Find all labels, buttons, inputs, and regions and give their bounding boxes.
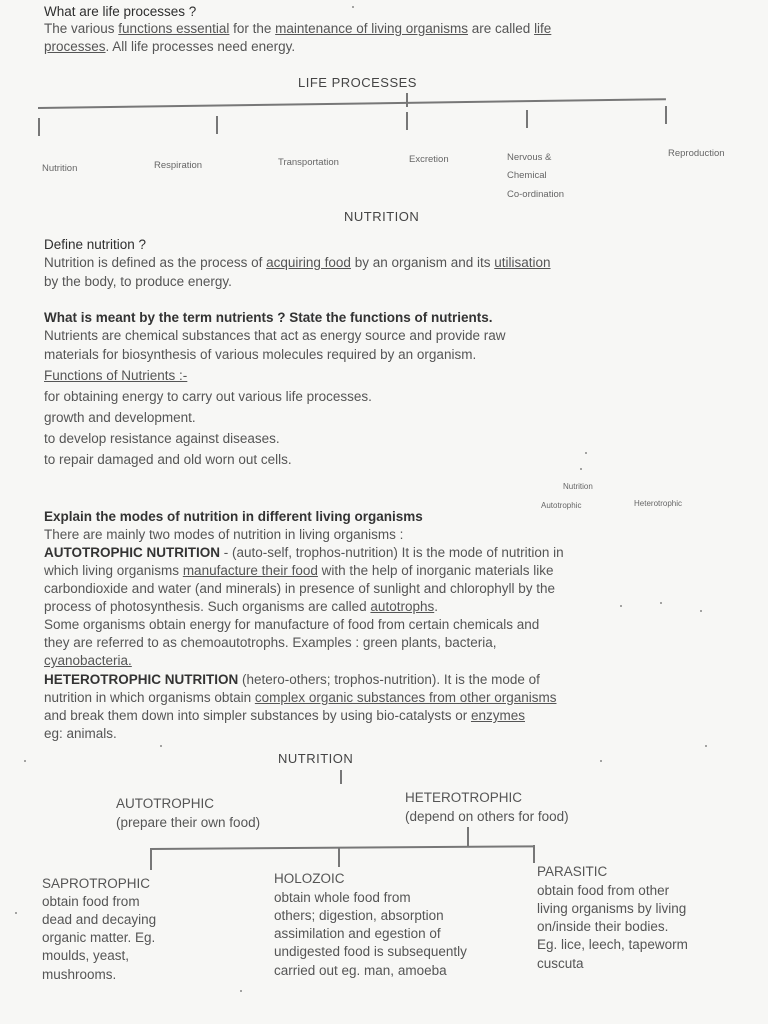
underlined-term: life <box>534 21 552 36</box>
modes-line-8: cyanobacteria. <box>44 653 132 668</box>
tree-drop <box>150 848 152 870</box>
holozoic-line: undigested food is subsequently <box>274 944 467 959</box>
life-item-respiration: Respiration <box>154 160 203 171</box>
saprotrophic-line: mushrooms. <box>42 967 117 982</box>
text-run: nutrition in which organisms obtain <box>44 690 255 705</box>
modes-line-7: they are referred to as chemoautotrophs. Examples : green plants, bacteria, <box>44 635 497 650</box>
tree-autotrophic-desc: (prepare their own food) <box>116 815 261 830</box>
parasitic-title: PARASITIC <box>537 864 608 879</box>
modes-line-9 <box>44 672 540 688</box>
underlined-term: manufacture their food <box>182 563 318 578</box>
parasitic-line: living organisms by living <box>537 901 687 916</box>
life-item-chemical: Chemical <box>507 170 547 181</box>
text-run: for the <box>229 21 276 36</box>
chart-drop <box>665 106 667 124</box>
modes-line-10 <box>44 690 557 706</box>
parasitic-line: obtain food from other <box>537 883 670 898</box>
holozoic-title: HOLOZOIC <box>274 871 345 886</box>
saprotrophic-line: obtain food from <box>42 894 140 909</box>
intro-line-1 <box>44 21 551 37</box>
underlined-term: utilisation <box>494 255 551 270</box>
saprotrophic-title: SAPROTROPHIC <box>42 876 151 891</box>
scan-speck <box>705 745 707 747</box>
chart-drop <box>526 110 528 128</box>
modes-line-3 <box>44 563 554 579</box>
text-run: Nutrition is defined as the process of <box>44 255 267 270</box>
life-processes-title: LIFE PROCESSES <box>298 75 417 90</box>
text-run: - (auto-self, trophos-nutrition) It is the mode of nutrition in <box>220 545 564 560</box>
tree-heterotrophic-desc: (depend on others for food) <box>405 809 569 824</box>
underlined-term: maintenance of living organisms <box>275 21 469 36</box>
mini-chart-left: Autotrophic <box>541 501 582 510</box>
scan-speck <box>352 6 354 8</box>
modes-line-2 <box>44 545 564 561</box>
saprotrophic-line: moulds, yeast, <box>42 948 130 963</box>
scan-speck <box>620 605 622 607</box>
nutrients-line-1: Nutrients are chemical substances that act as energy source and provide raw <box>44 328 506 343</box>
text-run: with the help of inorganic materials like <box>317 563 554 578</box>
nutrients-line-2: materials for biosynthesis of various molecules required by an organism. <box>44 347 477 362</box>
holozoic-line: obtain whole food from <box>274 890 411 905</box>
scan-speck <box>240 990 242 992</box>
functions-heading: Functions of Nutrients :- <box>44 368 188 383</box>
mini-chart-right: Heterotrophic <box>634 499 683 508</box>
underlined-term: functions essential <box>118 21 230 36</box>
function-3: to develop resistance against diseases. <box>44 431 280 446</box>
intro-line-2 <box>44 39 295 55</box>
function-1: for obtaining energy to carry out various life processes. <box>44 389 372 404</box>
modes-line-1: There are mainly two modes of nutrition in living organisms : <box>44 527 404 542</box>
life-item-excretion: Excretion <box>409 154 449 165</box>
holozoic-line: assimilation and egestion of <box>274 926 441 941</box>
underlined-term: enzymes <box>470 708 525 723</box>
scan-speck <box>585 452 587 454</box>
scan-speck <box>600 760 602 762</box>
tree-connector <box>340 770 342 784</box>
scan-speck <box>24 760 26 762</box>
tree-connector <box>467 827 469 847</box>
holozoic-line: carried out eg. man, amoeba <box>274 963 447 978</box>
nutrients-question: What is meant by the term nutrients ? State the functions of nutrients. <box>44 310 493 325</box>
saprotrophic-line: organic matter. Eg. <box>42 930 156 945</box>
modes-line-11 <box>44 708 525 724</box>
text-run: (hetero-others; trophos-nutrition). It is the mode of <box>238 672 540 687</box>
function-2: growth and development. <box>44 410 196 425</box>
function-4: to repair damaged and old worn out cells. <box>44 452 292 467</box>
section-title: AUTOTROPHIC NUTRITION <box>44 545 220 560</box>
chart-drop <box>216 116 218 134</box>
underlined-term: autotrophs <box>370 599 435 614</box>
define-line-1 <box>44 255 551 271</box>
modes-line-5 <box>44 599 438 615</box>
parasitic-line: on/inside their bodies. <box>537 919 669 934</box>
define-question: Define nutrition ? <box>44 237 147 252</box>
text-run: . <box>434 599 438 614</box>
define-line-2: by the body, to produce energy. <box>44 274 232 289</box>
holozoic-line: others; digestion, absorption <box>274 908 444 923</box>
life-item-reproduction: Reproduction <box>668 148 725 159</box>
text-run: process of photosynthesis. Such organisms are called <box>44 599 371 614</box>
tree-drop <box>533 845 535 863</box>
scan-speck <box>700 610 702 612</box>
saprotrophic-line: dead and decaying <box>42 912 157 927</box>
life-item-coordination: Co-ordination <box>507 189 565 200</box>
text-run: by an organism and its <box>350 255 495 270</box>
underlined-term: acquiring food <box>266 255 351 270</box>
text-run: . All life processes need energy. <box>105 39 296 54</box>
modes-line-4: carbondioxide and water (and minerals) in presence of sunlight and chlorophyll by the <box>44 581 556 596</box>
underlined-term: complex organic substances from other organisms <box>254 690 557 705</box>
parasitic-line: Eg. lice, leech, tapeworm <box>537 937 688 952</box>
chart-bar <box>38 98 666 108</box>
text-run: are called <box>468 21 535 36</box>
chart-connector <box>406 93 408 107</box>
scan-speck <box>660 602 662 604</box>
parasitic-line: cuscuta <box>537 956 584 971</box>
tree-bar <box>150 845 534 849</box>
modes-line-6: Some organisms obtain energy for manufacture of food from certain chemicals and <box>44 617 540 632</box>
tree-heterotrophic: HETEROTROPHIC <box>405 790 523 805</box>
mini-chart-root: Nutrition <box>563 482 593 491</box>
text-run: The various <box>44 21 119 36</box>
scan-speck <box>580 468 582 470</box>
modes-question: Explain the modes of nutrition in different living organisms <box>44 509 423 524</box>
scan-speck <box>15 912 17 914</box>
tree-autotrophic: AUTOTROPHIC <box>116 796 215 811</box>
section-title: HETEROTROPHIC NUTRITION <box>44 672 239 687</box>
underlined-term: processes <box>44 39 106 54</box>
life-item-nervous: Nervous & <box>507 152 552 163</box>
life-item-nutrition: Nutrition <box>42 163 78 174</box>
tree-root: NUTRITION <box>278 751 354 766</box>
text-run: which living organisms <box>44 563 183 578</box>
text-run: and break them down into simpler substances by using bio-catalysts or <box>44 708 471 723</box>
life-item-transportation: Transportation <box>278 157 339 168</box>
chart-drop <box>38 118 40 136</box>
modes-line-12: eg: animals. <box>44 726 117 741</box>
tree-drop <box>338 847 340 867</box>
intro-question: What are life processes ? <box>44 4 197 19</box>
nutrition-heading: NUTRITION <box>344 209 420 224</box>
scan-speck <box>160 745 162 747</box>
chart-drop <box>406 112 408 130</box>
